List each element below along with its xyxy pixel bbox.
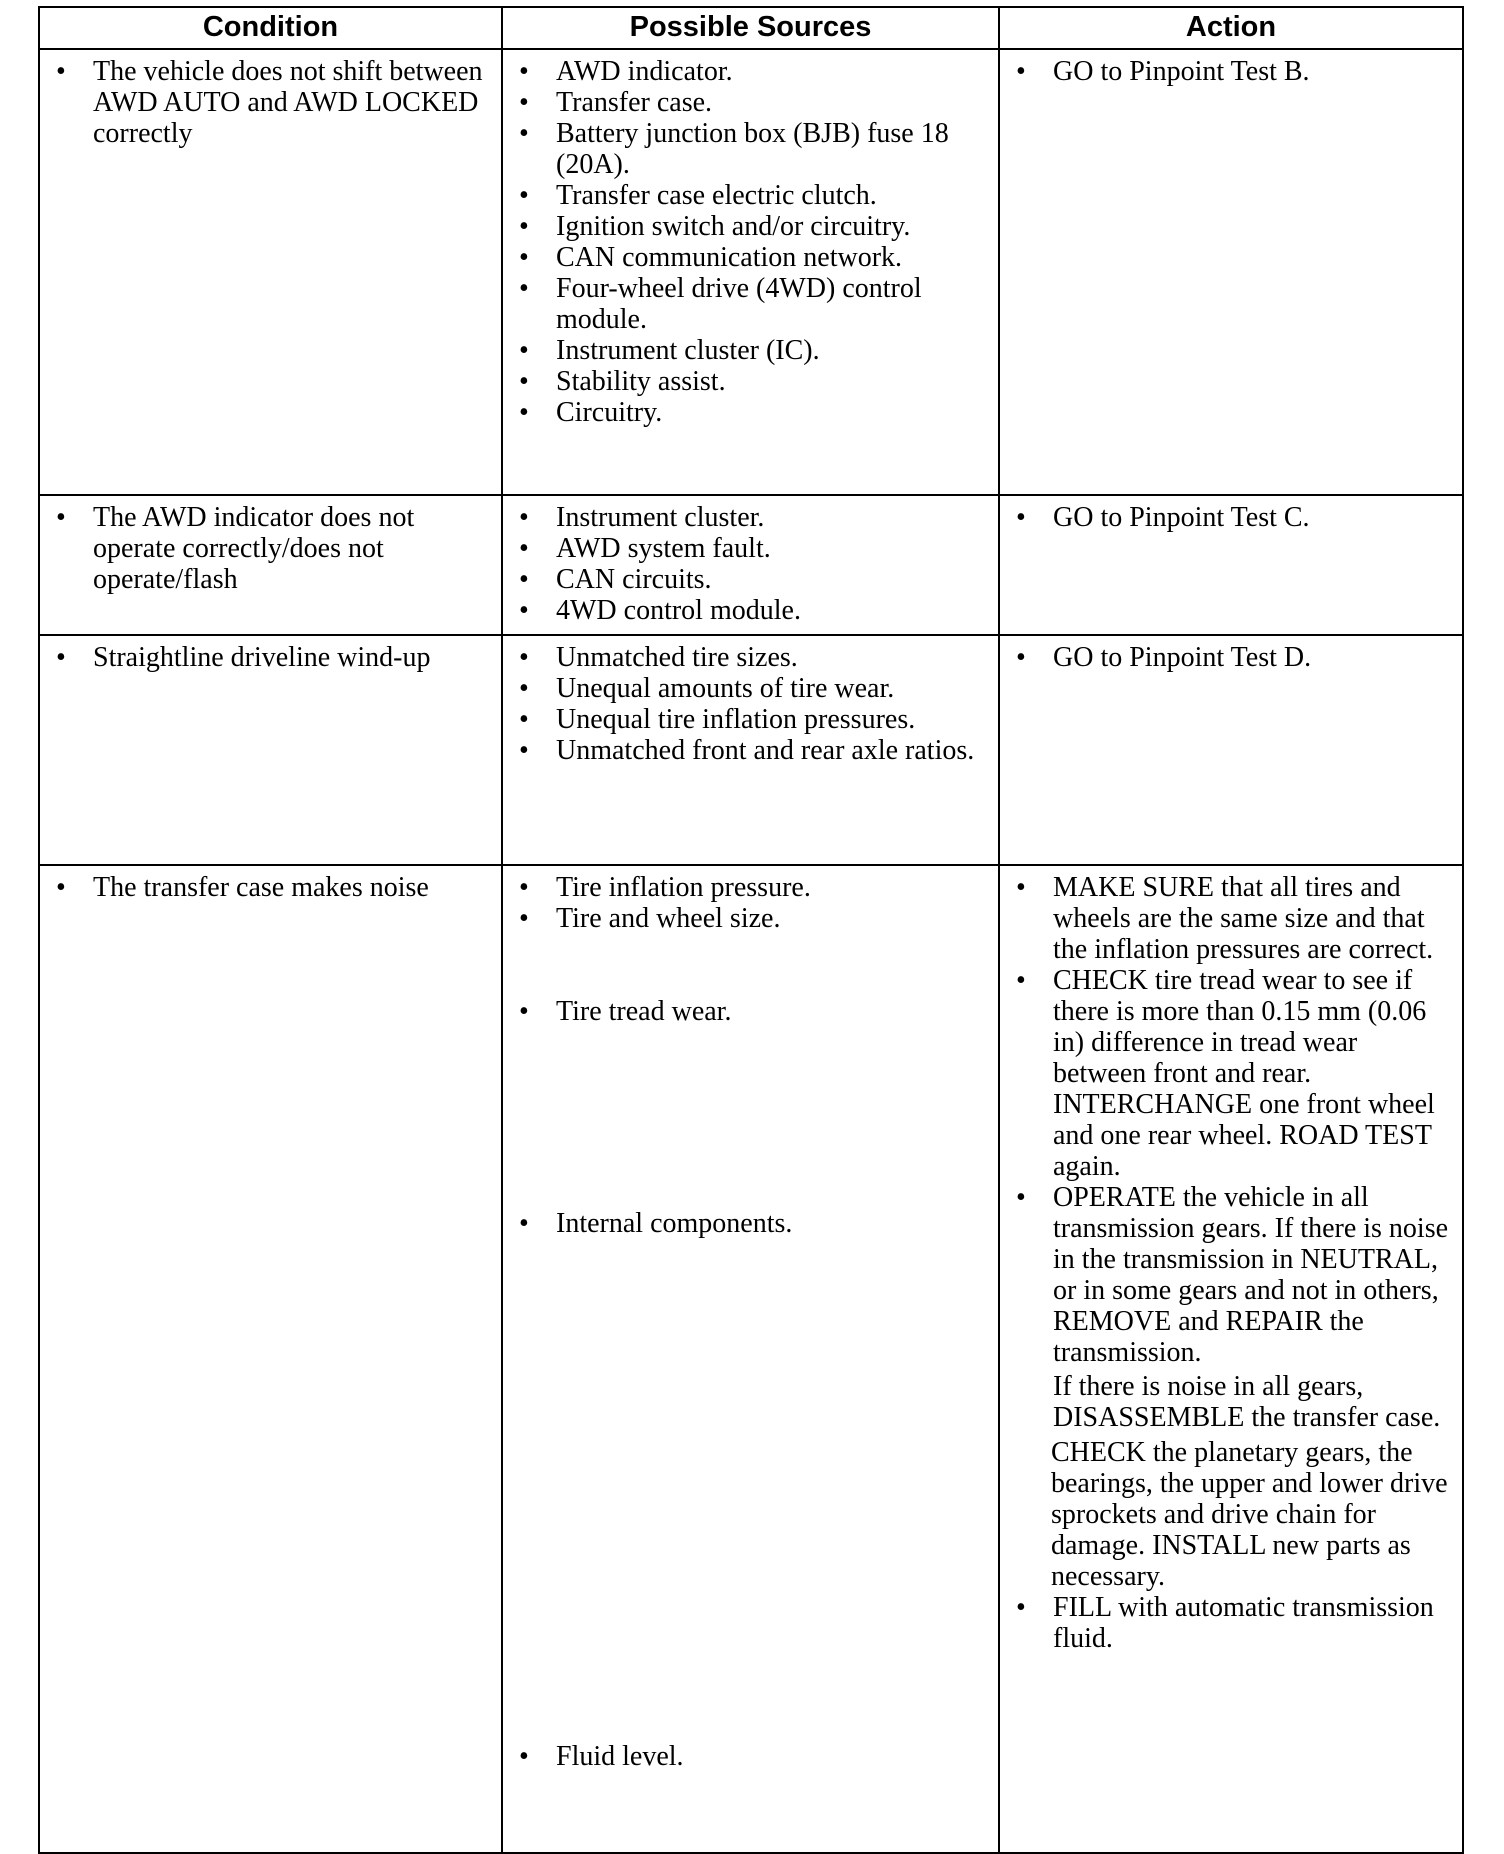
- list-item: • MAKE SURE that all tires and wheels are the same size and that the inflation pressures are correct.: [1016, 872, 1434, 965]
- condition-cell: [39, 49, 502, 495]
- header-possible-sources: Possible Sources: [502, 7, 999, 49]
- list-item: • CAN communication network.: [519, 242, 903, 273]
- action-cell: [999, 865, 1463, 1853]
- condition-cell: [39, 865, 502, 1853]
- list-item: • Stability assist.: [519, 366, 726, 397]
- list-item: • Unequal amounts of tire wear.: [519, 673, 895, 704]
- list-item: • CHECK tire tread wear to see if there is more than 0.15 mm (0.06 in) difference in tread wear between front and rear. INTERCHANGE one front wheel and one rear wheel. ROAD TEST again.: [1016, 965, 1435, 1182]
- list-item: • GO to Pinpoint Test D.: [1016, 642, 1312, 673]
- list-item: • Ignition switch and/or circuitry.: [519, 211, 911, 242]
- header-action: Action: [999, 7, 1463, 49]
- sources-cell: [502, 495, 999, 635]
- list-item: • The transfer case makes noise: [56, 872, 429, 903]
- list-item: • Internal components.: [519, 1208, 793, 1239]
- condition-cell: [39, 495, 502, 635]
- list-item: • Unmatched front and rear axle ratios.: [519, 735, 975, 766]
- sources-cell: [502, 49, 999, 495]
- diagnosis-table: [38, 6, 1464, 1854]
- list-item: • Four-wheel drive (4WD) control module.: [519, 273, 922, 335]
- header-row: [39, 7, 1463, 49]
- list-item: • Transfer case.: [519, 87, 713, 118]
- list-item: • Circuitry.: [519, 397, 663, 428]
- list-item: • Straightline driveline wind-up: [56, 642, 431, 673]
- table-row: [39, 635, 1463, 865]
- action-cell: [999, 635, 1463, 865]
- table-row: [39, 49, 1463, 495]
- list-item: • 4WD control module.: [519, 595, 801, 626]
- table-row: [39, 865, 1463, 1853]
- list-item: • Tire inflation pressure.: [519, 872, 811, 903]
- list-item: • AWD system fault.: [519, 533, 771, 564]
- list-item: • Fluid level.: [519, 1741, 684, 1772]
- list-item: • Tire tread wear.: [519, 996, 732, 1027]
- list-item: • Battery junction box (BJB) fuse 18 (20A).: [519, 118, 949, 180]
- action-cell: [999, 495, 1463, 635]
- list-item: • Transfer case electric clutch.: [519, 180, 877, 211]
- list-item: • The AWD indicator does not operate correctly/does not operate/flash: [56, 502, 415, 595]
- list-item: • CAN circuits.: [519, 564, 712, 595]
- list-item: • GO to Pinpoint Test C.: [1016, 502, 1310, 533]
- list-item: • The vehicle does not shift between AWD AUTO and AWD LOCKED correctly: [56, 56, 483, 149]
- list-item: • GO to Pinpoint Test B.: [1016, 56, 1310, 87]
- list-item: • FILL with automatic transmission fluid.: [1016, 1592, 1434, 1654]
- header-condition: Condition: [39, 7, 502, 49]
- list-item: • AWD indicator.: [519, 56, 733, 87]
- list-item: • Unmatched tire sizes.: [519, 642, 798, 673]
- list-item: • Unequal tire inflation pressures.: [519, 704, 916, 735]
- action-note: CHECK the planetary gears, the bearings, the upper and lower drive sprockets and drive chain for damage. INSTALL new parts as necessary.: [1051, 1437, 1448, 1592]
- action-cell: [999, 49, 1463, 495]
- list-item: • Instrument cluster (IC).: [519, 335, 820, 366]
- sources-cell: [502, 865, 999, 1853]
- table-row: [39, 495, 1463, 635]
- list-item: • Tire and wheel size.: [519, 903, 781, 934]
- condition-cell: [39, 635, 502, 865]
- list-item: • OPERATE the vehicle in all transmission gears. If there is noise in the transmission in NEUTRAL, or in some gears and not in others, REMOVE and REPAIR the transmission.: [1016, 1182, 1449, 1368]
- sources-cell: [502, 635, 999, 865]
- action-note: If there is noise in all gears, DISASSEMBLE the transfer case.: [1053, 1371, 1441, 1433]
- list-item: • Instrument cluster.: [519, 502, 765, 533]
